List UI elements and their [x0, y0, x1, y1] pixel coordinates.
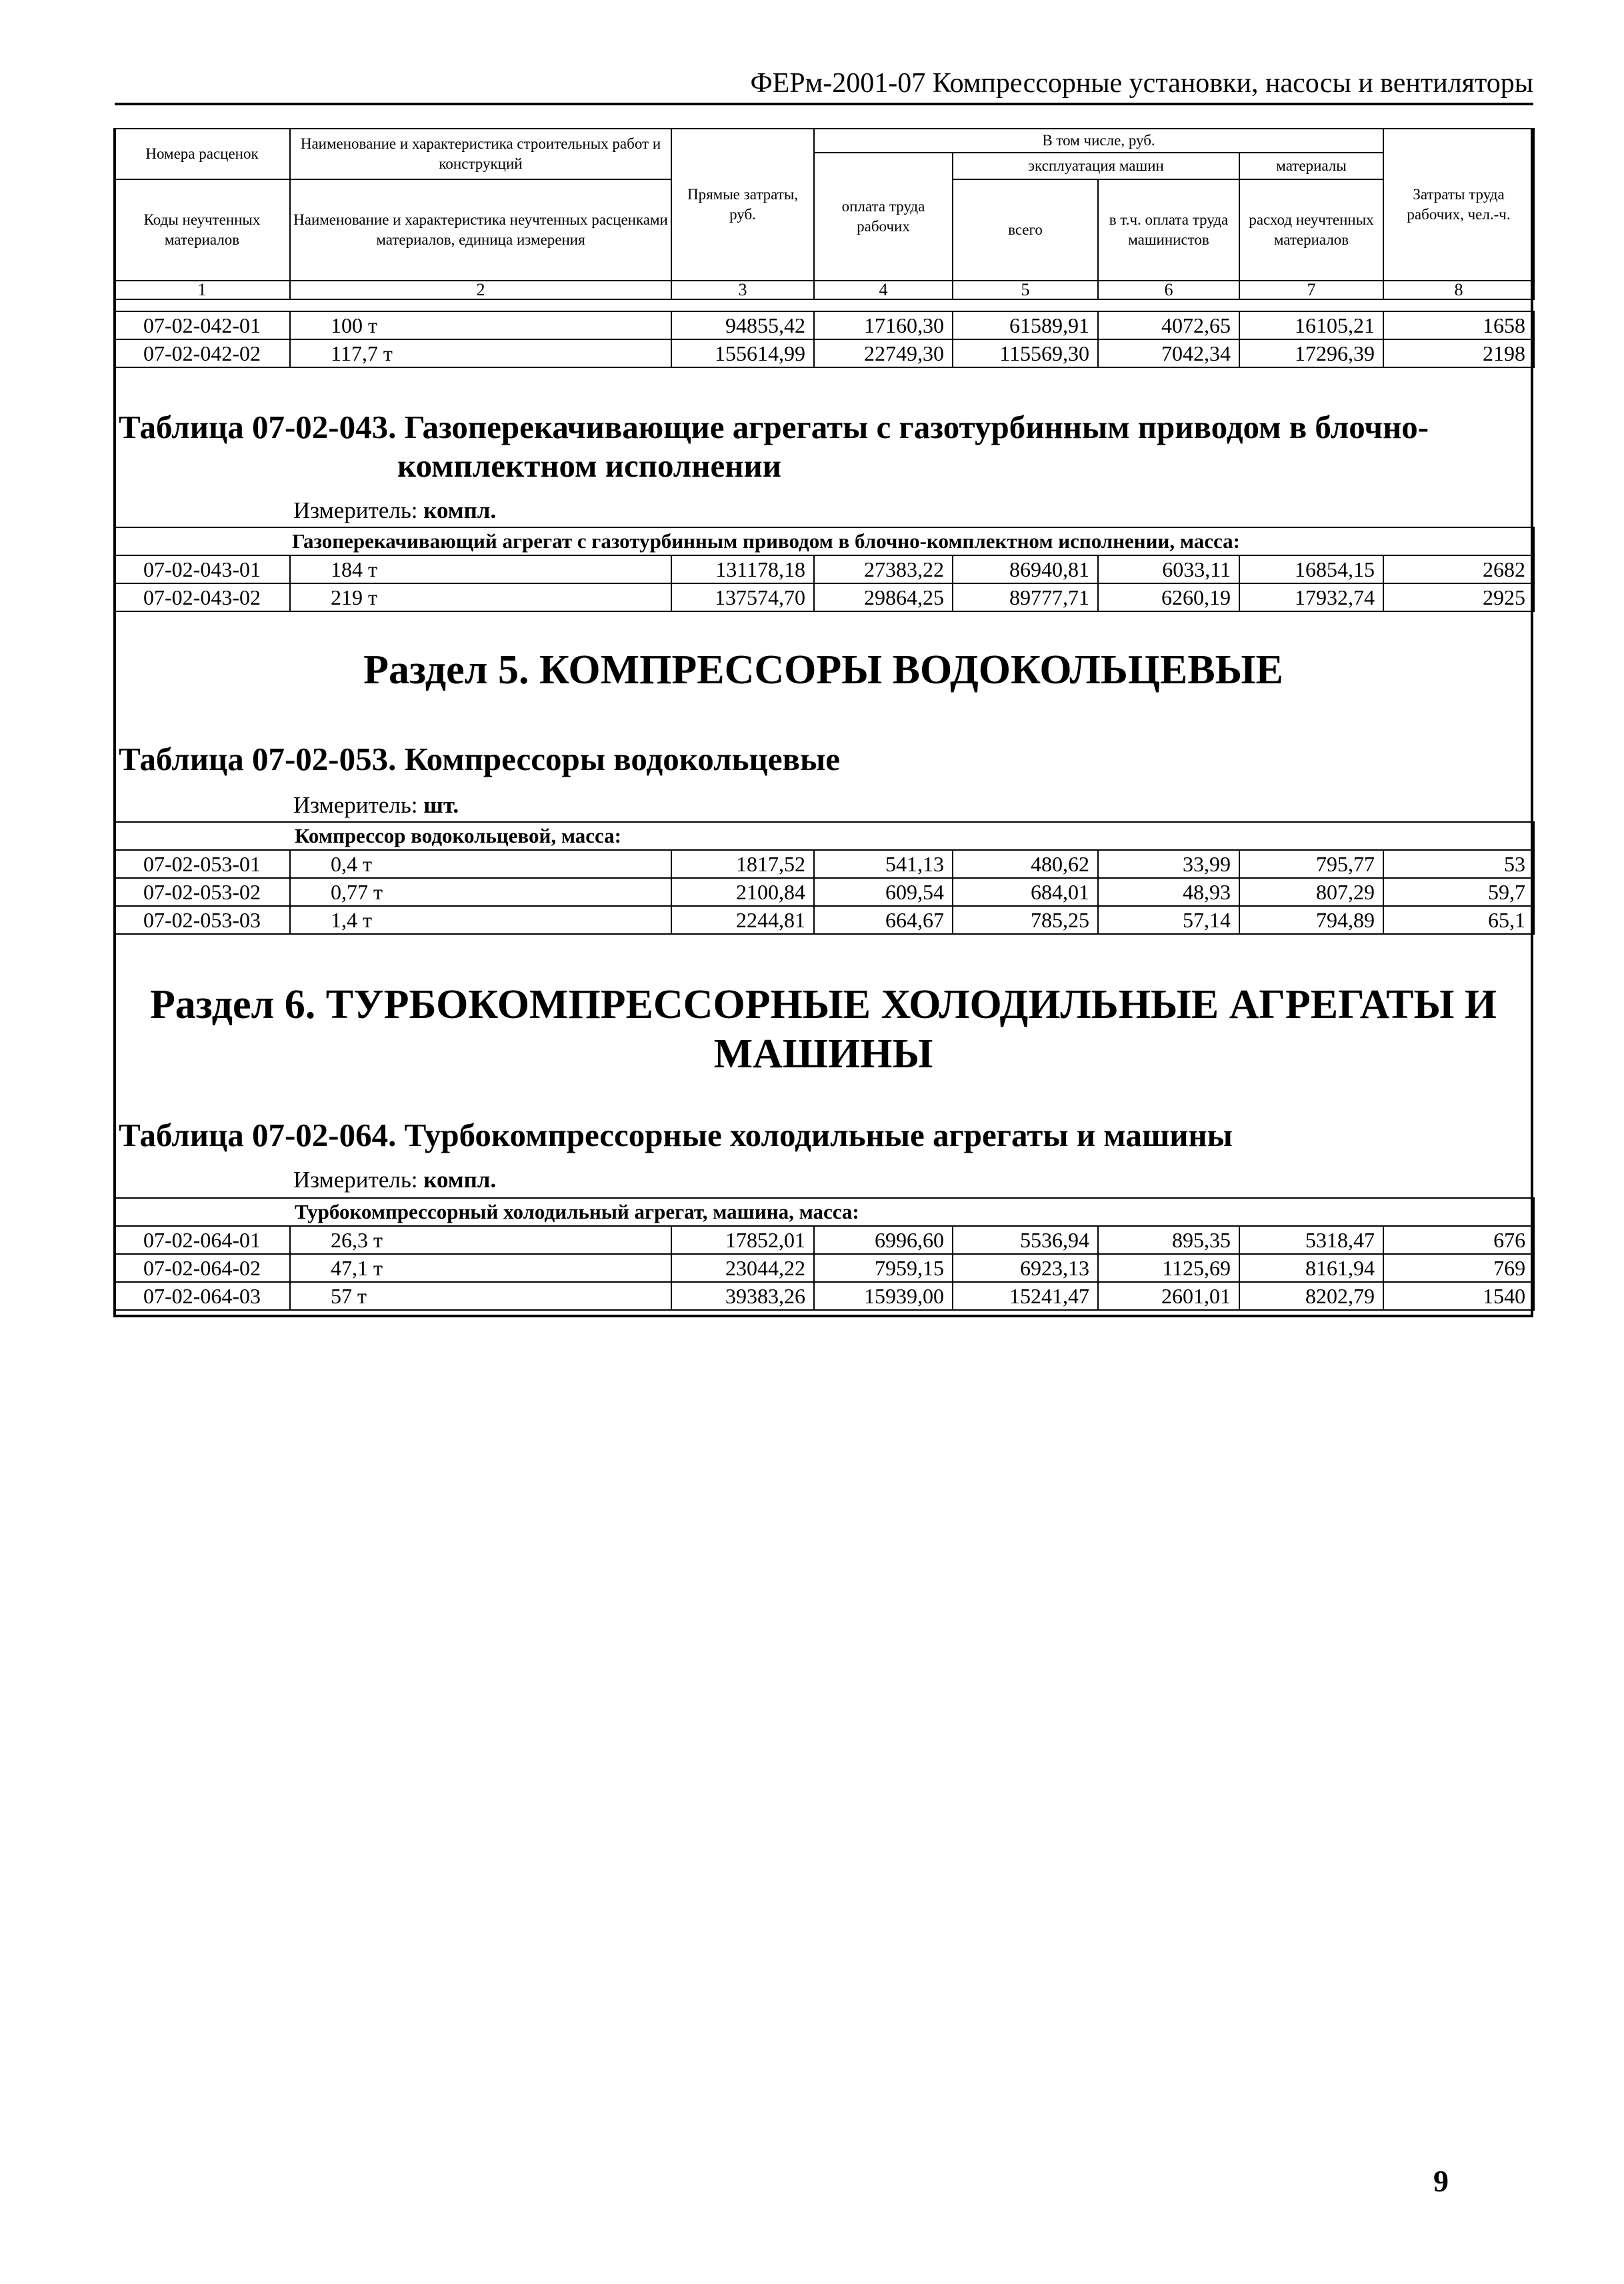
- machines-total: 15241,47: [953, 1282, 1098, 1310]
- meter-label: Измеритель:: [293, 497, 418, 523]
- rate-name: 47,1 т: [290, 1254, 671, 1282]
- meter-064: [293, 1167, 496, 1193]
- header-material-name: Наименование и характеристика неучтенных расценками материалов, единица измерения: [290, 179, 671, 281]
- operators-pay: 895,35: [1098, 1226, 1239, 1254]
- operators-pay: 2601,01: [1098, 1282, 1239, 1310]
- header-direct-costs: Прямые затраты, руб.: [671, 129, 814, 281]
- table-row: [114, 1226, 1534, 1254]
- meter-label: Измеритель:: [293, 1167, 418, 1193]
- rate-name: 26,3 т: [290, 1226, 671, 1254]
- meter-label: Измеритель:: [293, 792, 418, 818]
- machines-total: 684,01: [953, 878, 1098, 906]
- header-machines-total: всего: [953, 179, 1098, 281]
- direct-costs: 137574,70: [671, 583, 814, 611]
- table-title-line: Таблица 07-02-043. Газоперекачивающие агрегаты с газотурбинным приводом в блочно-: [119, 409, 1429, 445]
- materials: 8202,79: [1239, 1282, 1383, 1310]
- worker-pay: 664,67: [814, 906, 953, 934]
- machines-total: 6923,13: [953, 1254, 1098, 1282]
- group-heading: Турбокомпрессорный холодильный агрегат, машина, масса:: [114, 1198, 1534, 1226]
- labor-hours: 2925: [1383, 583, 1534, 611]
- worker-pay: 29864,25: [814, 583, 953, 611]
- rate-code: 07-02-053-03: [114, 906, 290, 934]
- header-rate-numbers: Номера расценок: [114, 129, 290, 179]
- direct-costs: 39383,26: [671, 1282, 814, 1310]
- table-row: [114, 850, 1534, 878]
- machines-total: 86940,81: [953, 555, 1098, 583]
- direct-costs: 2244,81: [671, 906, 814, 934]
- header-including: В том числе, руб.: [814, 129, 1383, 153]
- direct-costs: 155614,99: [671, 339, 814, 367]
- table-title-043: [119, 408, 1429, 485]
- rate-name: 184 т: [290, 555, 671, 583]
- rate-code: 07-02-042-02: [114, 339, 290, 367]
- worker-pay: 6996,60: [814, 1226, 953, 1254]
- labor-hours: 769: [1383, 1254, 1534, 1282]
- column-number: 3: [671, 281, 814, 299]
- rate-code: 07-02-043-01: [114, 555, 290, 583]
- worker-pay: 17160,30: [814, 311, 953, 339]
- labor-hours: 2682: [1383, 555, 1534, 583]
- rate-name: 1,4 т: [290, 906, 671, 934]
- group-heading: Компрессор водокольцевой, масса:: [114, 822, 1534, 850]
- materials: 17932,74: [1239, 583, 1383, 611]
- meter-053: [293, 792, 459, 819]
- section-5-title: Раздел 5. КОМПРЕССОРЫ ВОДОКОЛЬЦЕВЫЕ: [363, 647, 1283, 693]
- direct-costs: 1817,52: [671, 850, 814, 878]
- direct-costs: 17852,01: [671, 1226, 814, 1254]
- table-title-line: комплектном исполнении: [397, 447, 781, 484]
- labor-hours: 59,7: [1383, 878, 1534, 906]
- table-row: [114, 555, 1534, 583]
- header-work-name: Наименование и характеристика строительных работ и конструкций: [290, 129, 671, 179]
- labor-hours: 1658: [1383, 311, 1534, 339]
- meter-unit: компл.: [423, 497, 497, 523]
- table-row: [114, 339, 1534, 367]
- meter-unit: компл.: [423, 1167, 497, 1193]
- rate-name: 0,77 т: [290, 878, 671, 906]
- table-07-02-064-rows: [113, 1197, 1535, 1311]
- labor-hours: 676: [1383, 1226, 1534, 1254]
- labor-hours: 2198: [1383, 339, 1534, 367]
- machines-total: 61589,91: [953, 311, 1098, 339]
- table-row: [114, 906, 1534, 934]
- worker-pay: 15939,00: [814, 1282, 953, 1310]
- machines-total: 5536,94: [953, 1226, 1098, 1254]
- materials: 5318,47: [1239, 1226, 1383, 1254]
- operators-pay: 48,93: [1098, 878, 1239, 906]
- machines-total: 480,62: [953, 850, 1098, 878]
- operators-pay: 6033,11: [1098, 555, 1239, 583]
- column-number: 5: [953, 281, 1098, 299]
- table-07-02-053-rows: [113, 821, 1535, 935]
- column-number: 4: [814, 281, 953, 299]
- table-row: [114, 878, 1534, 906]
- rate-code: 07-02-064-01: [114, 1226, 290, 1254]
- section-title-line: Раздел 6. ТУРБОКОМПРЕССОРНЫЕ ХОЛОДИЛЬНЫЕ АГРЕГАТЫ И: [149, 982, 1497, 1027]
- rate-name: 117,7 т: [290, 339, 671, 367]
- worker-pay: 541,13: [814, 850, 953, 878]
- header-machine-operation: эксплуатация машин: [953, 153, 1239, 179]
- materials: 794,89: [1239, 906, 1383, 934]
- column-number: 1: [114, 281, 290, 299]
- labor-hours: 65,1: [1383, 906, 1534, 934]
- page-number: 9: [1433, 2164, 1449, 2198]
- table-title-053: Таблица 07-02-053. Компрессоры водокольцевые: [119, 741, 840, 777]
- table-row: [114, 311, 1534, 339]
- column-number: 7: [1239, 281, 1383, 299]
- table-07-02-042-rows: [113, 311, 1535, 368]
- worker-pay: 609,54: [814, 878, 953, 906]
- meter-unit: шт.: [423, 792, 459, 818]
- materials: 16105,21: [1239, 311, 1383, 339]
- machines-total: 89777,71: [953, 583, 1098, 611]
- header-material-codes: Коды неучтенных материалов: [114, 179, 290, 281]
- worker-pay: 27383,22: [814, 555, 953, 583]
- rate-name: 219 т: [290, 583, 671, 611]
- rate-code: 07-02-053-01: [114, 850, 290, 878]
- table-title-064: Таблица 07-02-064. Турбокомпрессорные холодильные агрегаты и машины: [119, 1117, 1233, 1153]
- direct-costs: 2100,84: [671, 878, 814, 906]
- worker-pay: 7959,15: [814, 1254, 953, 1282]
- materials: 807,29: [1239, 878, 1383, 906]
- section-title-line: МАШИНЫ: [713, 1031, 933, 1077]
- table-row: [114, 1282, 1534, 1310]
- column-number: 2: [290, 281, 671, 299]
- direct-costs: 23044,22: [671, 1254, 814, 1282]
- labor-hours: 1540: [1383, 1282, 1534, 1310]
- column-number: 8: [1383, 281, 1534, 299]
- header-materials: материалы: [1239, 153, 1383, 179]
- rate-name: 0,4 т: [290, 850, 671, 878]
- rate-name: 57 т: [290, 1282, 671, 1310]
- header-operators-pay: в т.ч. оплата труда машинистов: [1098, 179, 1239, 281]
- table-07-02-043-rows: [113, 527, 1535, 612]
- operators-pay: 57,14: [1098, 906, 1239, 934]
- machines-total: 785,25: [953, 906, 1098, 934]
- materials: 17296,39: [1239, 339, 1383, 367]
- rate-code: 07-02-042-01: [114, 311, 290, 339]
- header-worker-pay: оплата труда рабочих: [814, 153, 953, 281]
- operators-pay: 7042,34: [1098, 339, 1239, 367]
- direct-costs: 131178,18: [671, 555, 814, 583]
- operators-pay: 6260,19: [1098, 583, 1239, 611]
- header-labor-hours: Затраты труда рабочих, чел.-ч.: [1383, 129, 1534, 281]
- rate-code: 07-02-053-02: [114, 878, 290, 906]
- page-header: ФЕРм-2001-07 Компрессорные установки, насосы и вентиляторы: [115, 64, 1533, 105]
- operators-pay: 1125,69: [1098, 1254, 1239, 1282]
- rate-code: 07-02-064-02: [114, 1254, 290, 1282]
- worker-pay: 22749,30: [814, 339, 953, 367]
- table-row: [114, 1254, 1534, 1282]
- materials: 795,77: [1239, 850, 1383, 878]
- section-6-title: [116, 980, 1531, 1079]
- rate-code: 07-02-064-03: [114, 1282, 290, 1310]
- estimate-header-table: [113, 128, 1535, 300]
- materials: 16854,15: [1239, 555, 1383, 583]
- rate-name: 100 т: [290, 311, 671, 339]
- table-row: [114, 583, 1534, 611]
- column-number: 6: [1098, 281, 1239, 299]
- materials: 8161,94: [1239, 1254, 1383, 1282]
- direct-costs: 94855,42: [671, 311, 814, 339]
- labor-hours: 53: [1383, 850, 1534, 878]
- header-material-consumption: расход неучтенных материалов: [1239, 179, 1383, 281]
- meter-043: [293, 497, 496, 524]
- operators-pay: 4072,65: [1098, 311, 1239, 339]
- group-heading: Газоперекачивающий агрегат с газотурбинным приводом в блочно-комплектном исполнении, масса:: [114, 527, 1534, 555]
- machines-total: 115569,30: [953, 339, 1098, 367]
- operators-pay: 33,99: [1098, 850, 1239, 878]
- rate-code: 07-02-043-02: [114, 583, 290, 611]
